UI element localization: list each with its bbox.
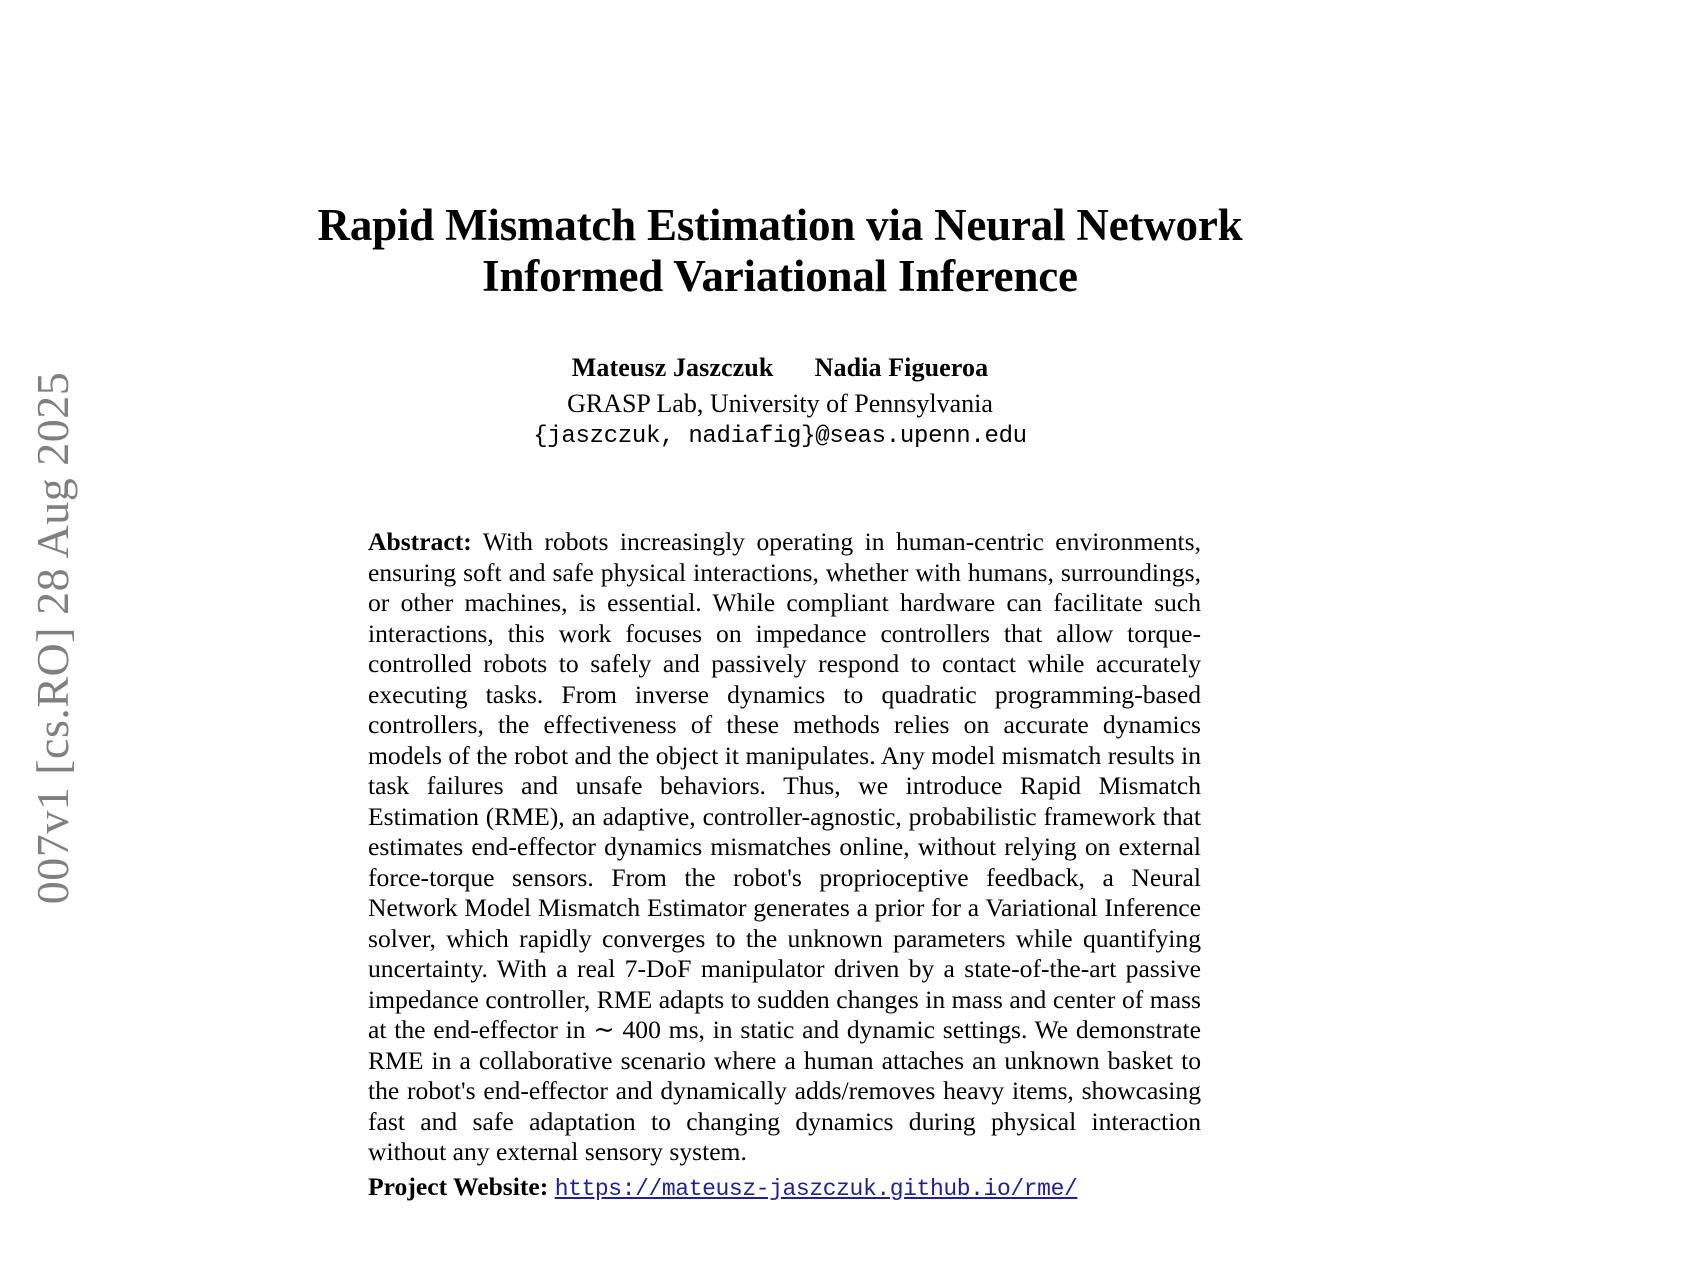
arxiv-stamp-text: 007v1 [cs.RO] 28 Aug 2025 bbox=[26, 371, 78, 904]
author-emails: {jaszczuk, nadiafig}@seas.upenn.edu bbox=[533, 423, 1027, 451]
project-website-label: Project Website: bbox=[368, 1171, 549, 1201]
page-title: Rapid Mismatch Estimation via Neural Network Informed Variational Inference bbox=[317, 200, 1243, 302]
abstract-paragraph bbox=[368, 527, 1201, 1168]
author-name-1: Mateusz Jaszczuk bbox=[571, 353, 774, 382]
project-website-link[interactable]: https://mateusz-jaszczuk.github.io/rme/ bbox=[554, 1175, 1078, 1202]
affiliation: GRASP Lab, University of Pennsylvania bbox=[567, 388, 993, 418]
author-block bbox=[285, 352, 1275, 454]
project-website-line bbox=[368, 1172, 1201, 1205]
author-names bbox=[285, 352, 1275, 385]
author-name-2: Nadia Figueroa bbox=[814, 353, 989, 382]
abstract-block bbox=[368, 527, 1201, 1204]
abstract-label: Abstract: bbox=[368, 527, 472, 556]
abstract-text: With robots increasingly operating in human-centric environments, ensuring soft and safe physical interactions, whether with humans, surroundings, or other machines, is essential. While compliant hardware can facilitate such interactions, this work focuses on impedance controllers that allow torque-controlled robots to safely and passively respond to contact while accurately executing tasks. From inverse dynamics to quadratic programming-based controllers, the effectiveness of these methods relies on accurate dynamics models of the robot and the object it manipulates. Any model mismatch results in task failures and unsafe behaviors. Thus, we introduce Rapid Mismatch Estimation (RME), an adaptive, controller-agnostic, probabilistic framework that estimates end-effector dynamics mismatches online, without relying on external force-torque sensors. From the robot's proprioceptive feedback, a Neural Network Model Mismatch Estimator generates a prior for a Variational Inference solver, which rapidly converges to the unknown parameters while quantifying uncertainty. With a real 7-DoF manipulator driven by a state-of-the-art passive impedance controller, RME adapts to sudden changes in mass and center of mass at the end-effector in ∼ 400 ms, in static and dynamic settings. We demonstrate RME in a collaborative scenario where a human attaches an unknown basket to the robot's end-effector and dynamically adds/removes heavy items, showcasing fast and safe adaptation to changing dynamics during physical interaction without any external sensory system. bbox=[368, 527, 1202, 1166]
title-block bbox=[285, 200, 1275, 303]
